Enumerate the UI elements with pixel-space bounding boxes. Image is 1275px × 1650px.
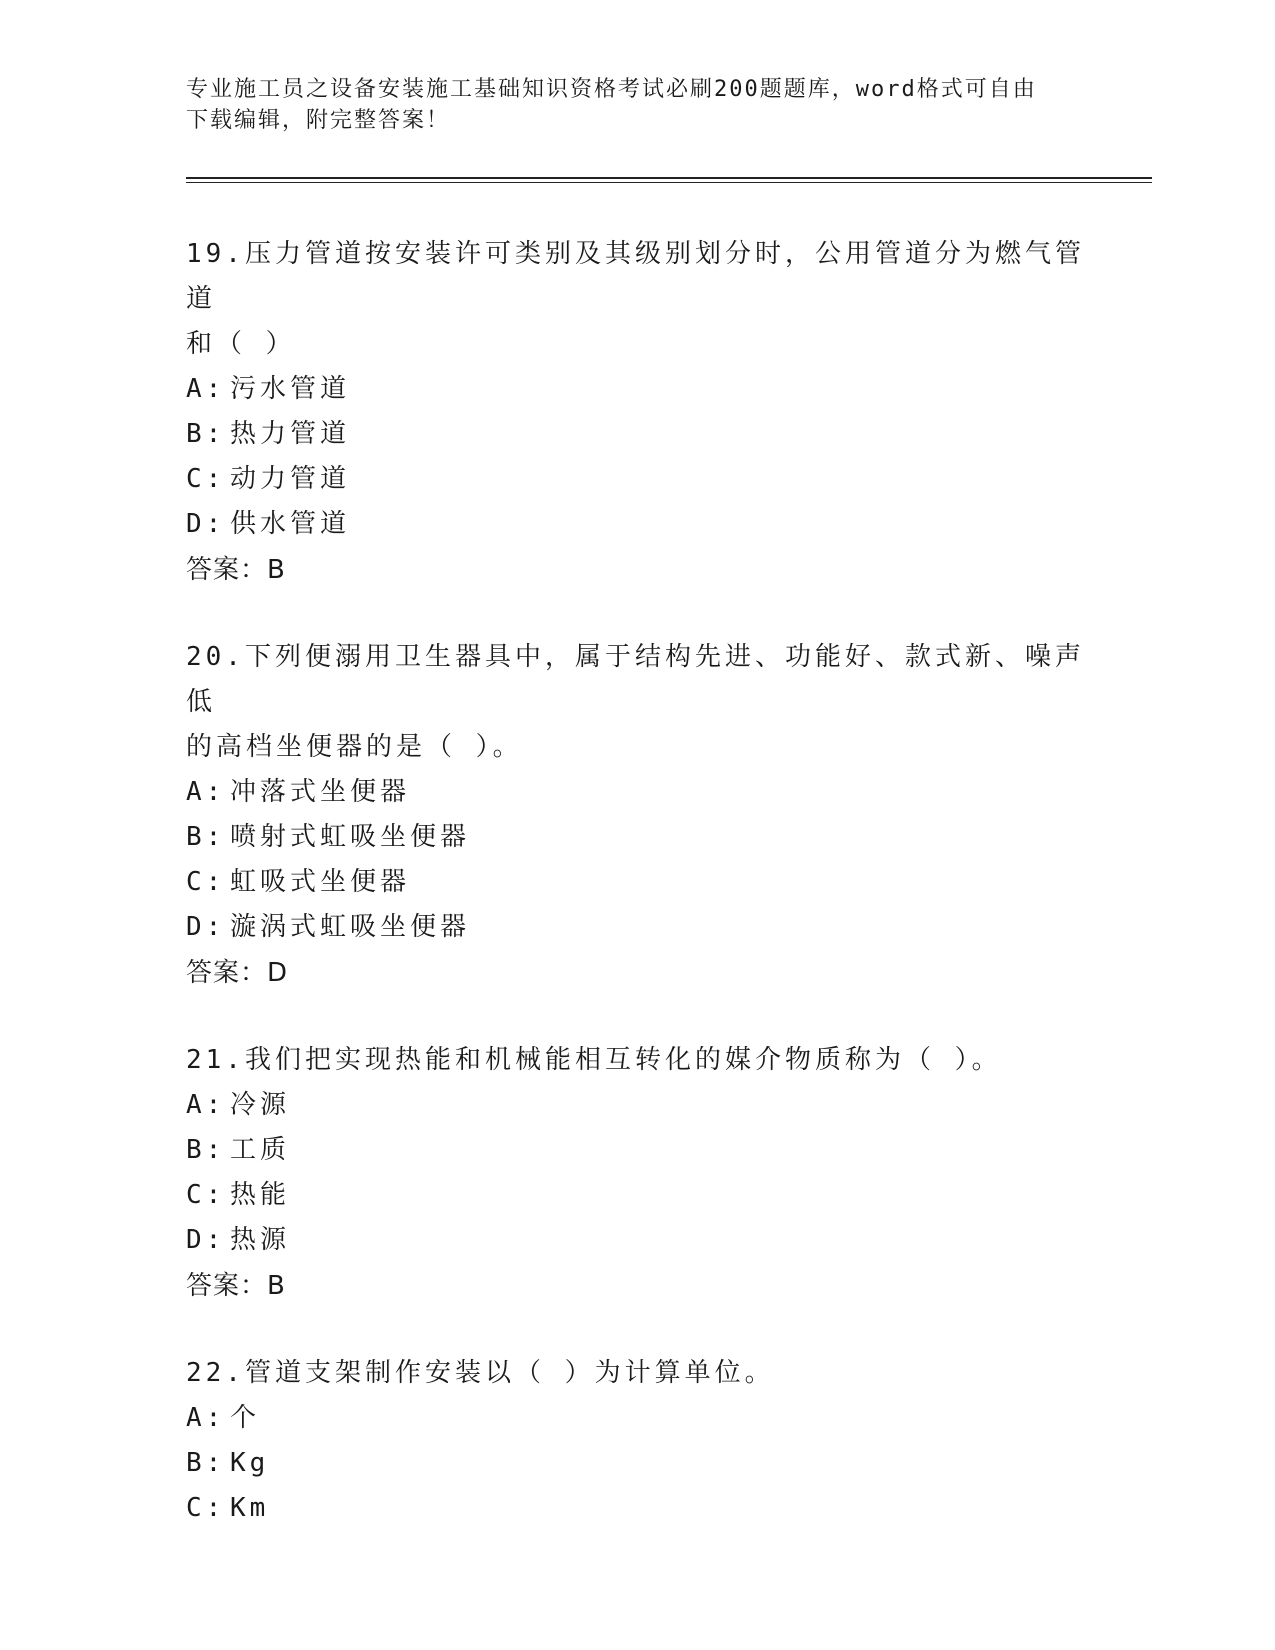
option-text: 虹吸式坐便器 [230, 867, 411, 897]
option-text: 热力管道 [230, 419, 351, 449]
option-text: Kg [230, 1448, 270, 1478]
option-a [186, 770, 1086, 815]
option-c [186, 860, 1086, 905]
question-text-line-1: 21.我们把实现热能和机械能相互转化的媒介物质称为（ ）。 [186, 1045, 1002, 1075]
question-text [186, 1351, 1086, 1396]
option-text: Km [230, 1493, 270, 1523]
header-line-1: 专业施工员之设备安装施工基础知识资格考试必刷200题题库，word格式可自由 [186, 77, 1037, 102]
answer-line: 答案：D [186, 958, 289, 988]
option-key: C: [186, 1493, 226, 1523]
answer-line: 答案：B [186, 555, 286, 585]
option-key: A: [186, 777, 226, 807]
option-key: A: [186, 1090, 226, 1120]
option-text: 工质 [230, 1135, 291, 1165]
option-key: D: [186, 912, 226, 942]
option-d [186, 905, 1086, 950]
option-a [186, 367, 1086, 412]
option-text: 污水管道 [230, 374, 351, 404]
question-20 [186, 635, 1086, 996]
option-b [186, 815, 1086, 860]
option-c [186, 457, 1086, 502]
question-text [186, 635, 1086, 770]
question-text-line-2: 的高档坐便器的是（ ）。 [186, 732, 523, 762]
header-divider-thin [186, 182, 1152, 183]
option-text: 供水管道 [230, 509, 351, 539]
question-22 [186, 1351, 1086, 1531]
option-text: 喷射式虹吸坐便器 [230, 822, 471, 852]
question-19 [186, 232, 1086, 593]
option-key: B: [186, 1135, 226, 1165]
option-c [186, 1486, 1086, 1531]
option-key: A: [186, 374, 226, 404]
question-text-line-1: 22.管道支架制作安装以（ ）为计算单位。 [186, 1358, 775, 1388]
question-text [186, 1038, 1086, 1083]
option-b [186, 1128, 1086, 1173]
question-list [186, 232, 1086, 1573]
option-text: 漩涡式虹吸坐便器 [230, 912, 471, 942]
option-key: B: [186, 822, 226, 852]
question-text-line-1: 19.压力管道按安装许可类别及其级别划分时，公用管道分为燃气管道 [186, 239, 1085, 314]
option-key: A: [186, 1403, 226, 1433]
option-key: D: [186, 1225, 226, 1255]
option-text: 冷源 [230, 1090, 291, 1120]
option-b [186, 1441, 1086, 1486]
option-key: B: [186, 1448, 226, 1478]
option-key: B: [186, 419, 226, 449]
option-d [186, 502, 1086, 547]
option-text: 热源 [230, 1225, 291, 1255]
answer-line: 答案：B [186, 1271, 286, 1301]
question-text-line-2: 和（ ） [186, 329, 296, 359]
header-line-2: 下载编辑，附完整答案！ [186, 108, 451, 133]
option-key: C: [186, 867, 226, 897]
option-text: 个 [230, 1403, 261, 1433]
question-21 [186, 1038, 1086, 1309]
option-c [186, 1173, 1086, 1218]
option-a [186, 1083, 1086, 1128]
option-key: C: [186, 464, 226, 494]
option-b [186, 412, 1086, 457]
option-text: 热能 [230, 1180, 291, 1210]
header-divider-thick [186, 177, 1152, 179]
option-text: 冲落式坐便器 [230, 777, 411, 807]
document-header [186, 74, 1076, 136]
option-d [186, 1218, 1086, 1263]
question-text-line-1: 20.下列便溺用卫生器具中，属于结构先进、功能好、款式新、噪声低 [186, 642, 1085, 717]
option-a [186, 1396, 1086, 1441]
option-key: C: [186, 1180, 226, 1210]
option-key: D: [186, 509, 226, 539]
question-text [186, 232, 1086, 367]
option-text: 动力管道 [230, 464, 351, 494]
